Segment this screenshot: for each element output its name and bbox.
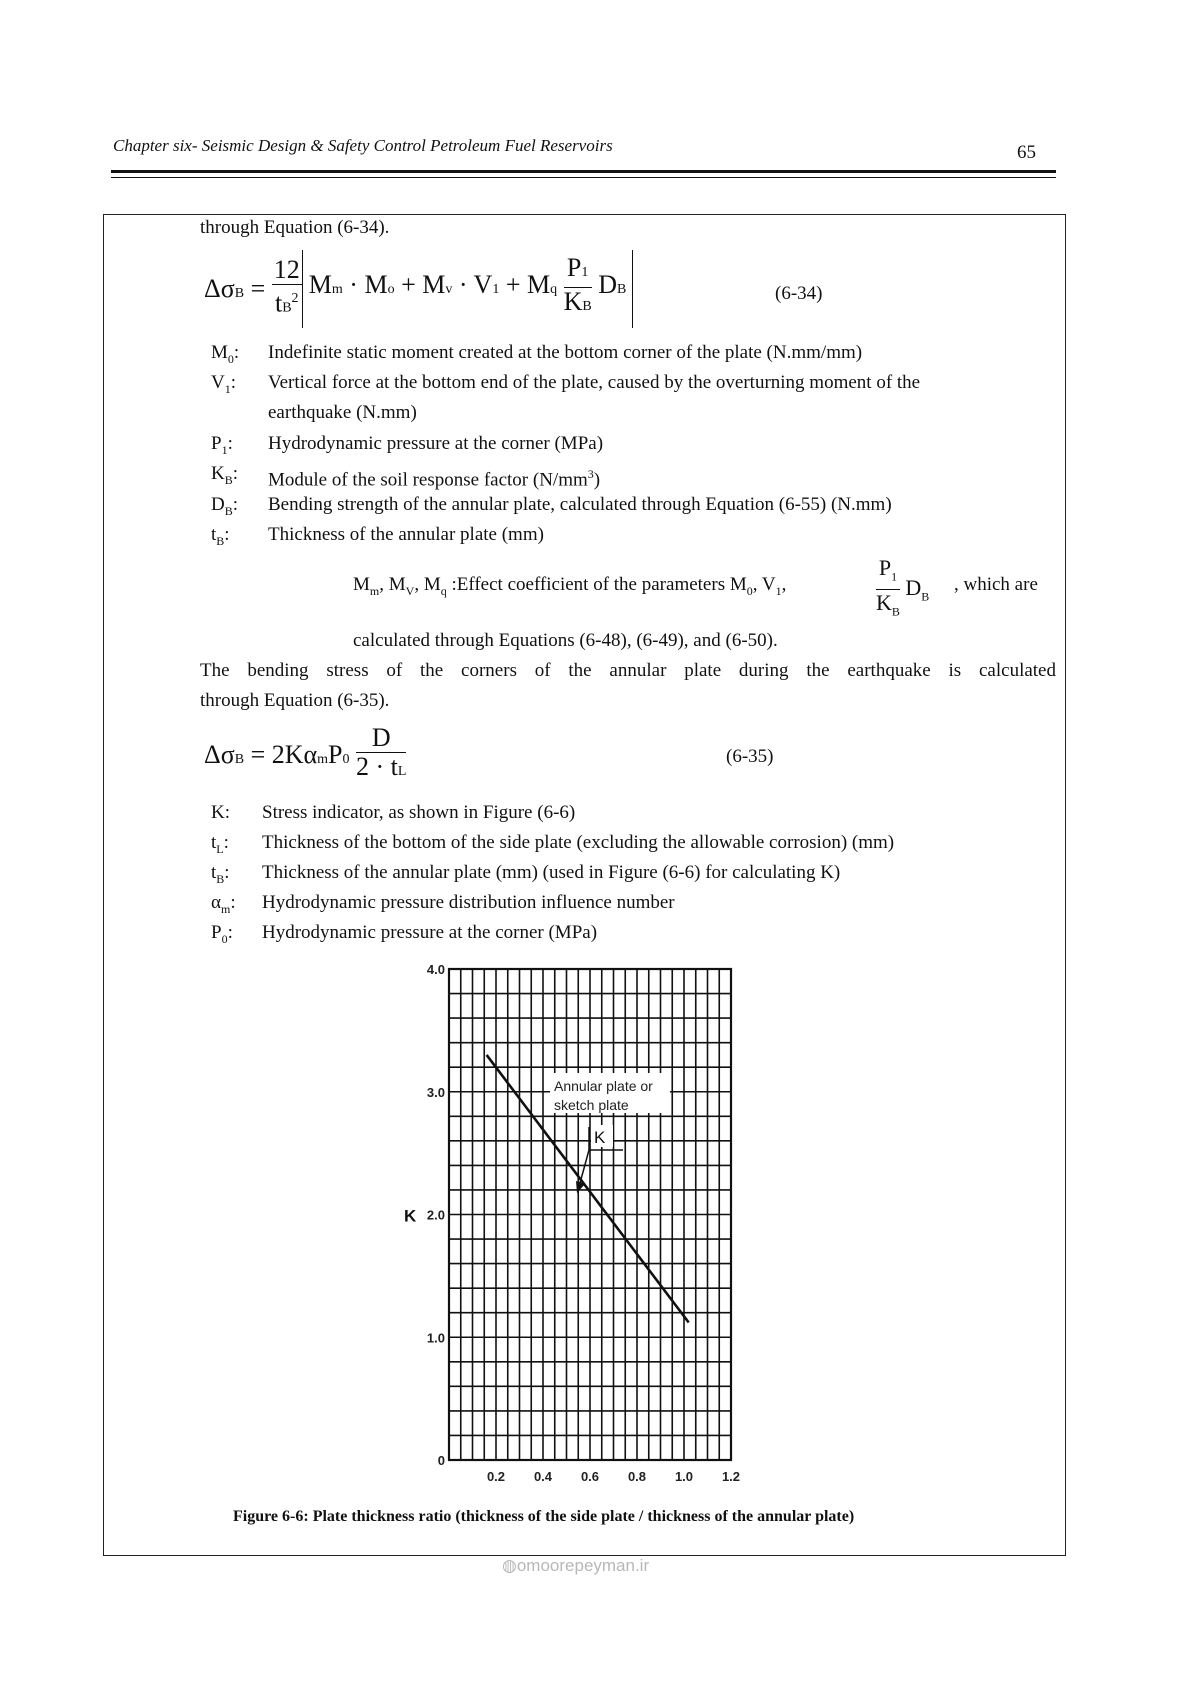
def-symbol-tb: $t_B$:: [211, 524, 230, 548]
def-text-m0: Indefinite static moment created at the bottom corner of the plate (N.mm/mm): [268, 342, 863, 363]
x-tick-label: 0.2: [486, 1469, 506, 1484]
y-tick-label: 2.0: [426, 1207, 445, 1223]
def-symbol-p0: $P_0$:: [211, 922, 233, 946]
def-symbol-p1: $P_1$:: [211, 433, 233, 457]
annotation-leader-line: [580, 1150, 589, 1183]
y-axis-label: K: [404, 1206, 417, 1226]
paragraph-line-2: through Equation (6-35).: [200, 690, 390, 711]
def-text-p0: Hydrodynamic pressure at the corner (MPa): [262, 922, 598, 943]
figure-caption: Figure 6-6: Plate thickness ratio (thickness of the side plate / thickness of the annular plate): [233, 1508, 855, 1525]
equation-number-6-34: (6-34): [775, 283, 823, 304]
eq634-fraction: $\frac{12}{tB^2}$: [273, 254, 300, 318]
running-header: Chapter six- Seismic Design & Safety Control Petroleum Fuel Reservoirs: [113, 136, 613, 155]
equation-6-35: ΔσB = 2KαmP0 $\frac{D}{2 \cdot tL}$: [204, 723, 407, 781]
def-text-v1: Vertical force at the bottom end of the plate, caused by the overturning moment of the: [268, 372, 921, 393]
coef-line: $M_m$, $M_V$, $M_q$ :Effect coefficient of the parameters $M_0$, $V_1$,: [353, 574, 787, 598]
y-tick-label: 1.0: [426, 1330, 445, 1346]
header-rule-thin: [111, 177, 1056, 178]
def-symbol-tb2: $t_B$:: [211, 862, 230, 886]
equation-number-6-35: (6-35): [726, 746, 774, 767]
x-tick-label: 1.2: [721, 1469, 741, 1484]
intro-line: through Equation (6-34).: [200, 217, 390, 238]
page-number: 65: [1017, 142, 1036, 163]
def-symbol-m0: $M_0$:: [211, 342, 240, 366]
def-text-tl: Thickness of the bottom of the side plate (excluding the allowable corrosion) (mm): [262, 832, 895, 853]
def-symbol-alpha: $\alpha_m$:: [211, 892, 236, 916]
annotation-text-line-1: Annular plate or: [554, 1078, 653, 1094]
coef-line-cont: calculated through Equations (6-48), (6-49), and (6-50).: [353, 630, 778, 651]
def-symbol-v1: $V_1$:: [211, 372, 237, 396]
x-tick-label: 0.8: [627, 1469, 647, 1484]
annotation-symbol: K: [594, 1128, 606, 1147]
annotation-text-line-2: sketch plate: [554, 1097, 629, 1113]
def-text-k: Stress indicator, as shown in Figure (6-6): [262, 802, 576, 823]
def-text-tb2: Thickness of the annular plate (mm) (used in Figure (6-6) for calculating K): [262, 862, 841, 883]
x-tick-label: 0.6: [580, 1469, 600, 1484]
x-tick-label: 1.0: [674, 1469, 694, 1484]
def-text-v1-cont: earthquake (N.mm): [268, 402, 417, 423]
equation-6-34: ΔσB = $\frac{12}{tB^2}$ Mm · Mo + Mv · V1 + Mq $\frac{P1}{KB}$ DB: [204, 250, 633, 328]
y-tick-label: 4.0: [426, 962, 445, 977]
def-symbol-db: $D_B$:: [211, 494, 239, 518]
def-text-tb: Thickness of the annular plate (mm): [268, 524, 544, 545]
y-tick-label: 0: [437, 1453, 445, 1468]
def-text-alpha: Hydrodynamic pressure distribution influence number: [262, 892, 675, 913]
paragraph-line-1: The bending stress of the corners of the annular plate during the earthquake is calculated: [200, 660, 1056, 681]
eq634-absolute-value: Mm · Mo + Mv · V1 + Mq $\frac{P1}{KB}$ DB: [302, 250, 634, 328]
def-symbol-kb: $K_B$:: [211, 463, 239, 487]
def-text-db: Bending strength of the annular plate, calculated through Equation (6-55) (N.mm): [268, 494, 892, 515]
def-symbol-tl: $t_L$:: [211, 832, 229, 856]
coef-line-tail: , which are: [954, 574, 1038, 595]
def-text-kb: Module of the soil response factor $(N/mm^3)$: [268, 467, 601, 491]
coef-fraction: $\frac{P_1}{K_B}$ $D_B$: [876, 555, 930, 619]
watermark: [502, 1556, 649, 1576]
y-tick-label: 3.0: [426, 1084, 445, 1100]
globe-icon: ◍: [502, 1556, 517, 1575]
x-tick-label: 0.4: [533, 1469, 553, 1484]
k-ratio-chart: [380, 955, 760, 1490]
def-text-p1: Hydrodynamic pressure at the corner (MPa): [268, 433, 604, 454]
def-symbol-k: K:: [211, 802, 230, 823]
header-rule-thick: [111, 170, 1056, 173]
watermark-text: omoorepeyman.ir: [516, 1556, 650, 1575]
